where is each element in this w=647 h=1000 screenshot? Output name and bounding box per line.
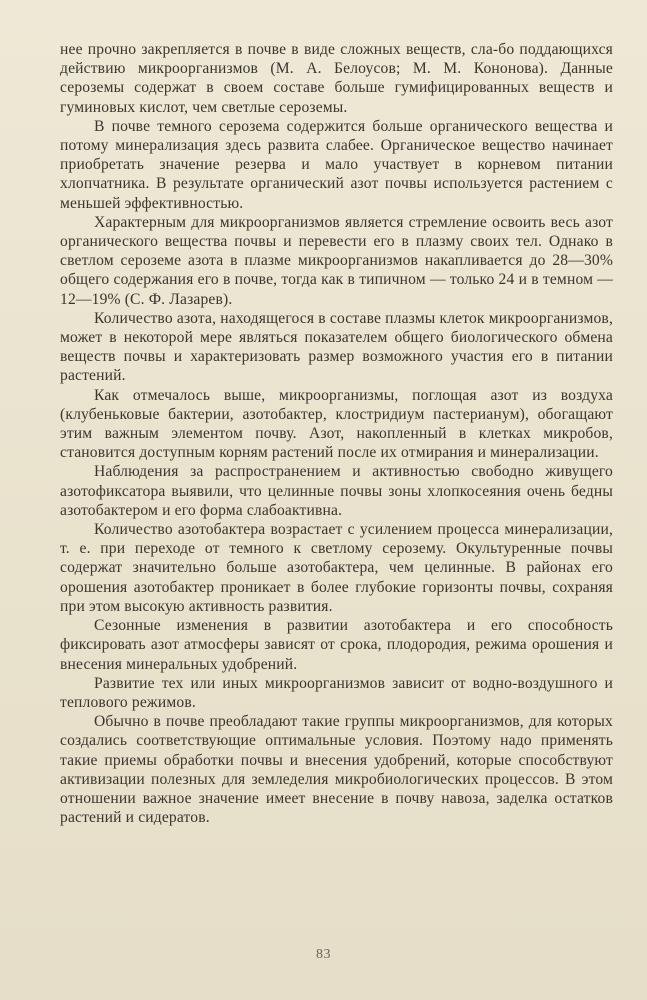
paragraph-10: Обычно в почве преобладают такие группы микроорганизмов, для которых создались соответствующие оптимальные условия. Поэтому надо применять такие приемы обработки почвы и внесения удобрений, которые способствуют активизации полезных для земледелия микробиологических процессов. В этом отношении важное значение имеет внесение в почву навоза, заделка остатков растений и сидератов.: [60, 713, 613, 827]
paragraph-8: Сезонные изменения в развитии азотобактера и его способность фиксировать азот атмосферы зависят от срока, плодородия, режима орошения и внесения минеральных удобрений.: [60, 617, 613, 673]
body-text: [60, 40, 613, 827]
page-number: 83: [316, 947, 331, 962]
paragraph-6: Наблюдения за распространением и активностью свободно живущего азотофиксатора выявили, что целинные почвы зоны хлопкосеяния очень бедны азотобактером и его форма слабоактивна.: [60, 463, 613, 519]
paragraph-5: Как отмечалось выше, микроорганизмы, поглощая азот из воздуха (клубеньковые бактерии, азотобактер, клостридиум пастерианум), обогащают этим важным элементом почву. Азот, накопленный в клетках микробов, становится доступным корням растений после их отмирания и минерализации.: [60, 386, 613, 462]
paragraph-7: Количество азотобактера возрастает с усилением процесса минерализации, т. е. при переходе от темного к светлому серозему. Окультуренные почвы содержат значительно больше азотобактера, чем целинные. В районах его орошения азотобактер проникает в более глубокие горизонты почвы, сохраняя при этом высокую активность развития.: [60, 521, 613, 615]
paragraph-9: Развитие тех или иных микроорганизмов зависит от водно-воздушного и теплового режимов.: [60, 674, 613, 711]
paragraph-4: Количество азота, находящегося в составе плазмы клеток микроорганизмов, может в некоторой мере являться показателем общего биологического обмена веществ почвы и характеризовать размер возможного участия его в питании растений.: [60, 309, 613, 385]
paragraph-1: нее прочно закрепляется в почве в виде сложных веществ, сла-бо поддающихся действию микроорганизмов (М. А. Белоусов; М. М. Кононова). Данные сероземы содержат в своем составе больше гумифицированных веществ и гуминовых кислот, чем светлые сероземы.: [60, 41, 613, 116]
paragraph-3: Характерным для микроорганизмов является стремление освоить весь азот органического вещества почвы и перевести его в плазму своих тел. Однако в светлом сероземе азота в плазме микроорганизмов накапливается до 28—30% общего содержания его в почве, тогда как в типичном — только 24 и в темном — 12—19% (С. Ф. Лазарев).: [60, 213, 613, 308]
paragraph-2: В почве темного серозема содержится больше органического вещества и потому минерализация здесь развита слабее. Органическое вещество начинает приобретать значение резерва и мало участвует в корневом питании хлопчатника. В результате органический азот почвы используется растением с меньшей эффективностью.: [60, 117, 613, 212]
